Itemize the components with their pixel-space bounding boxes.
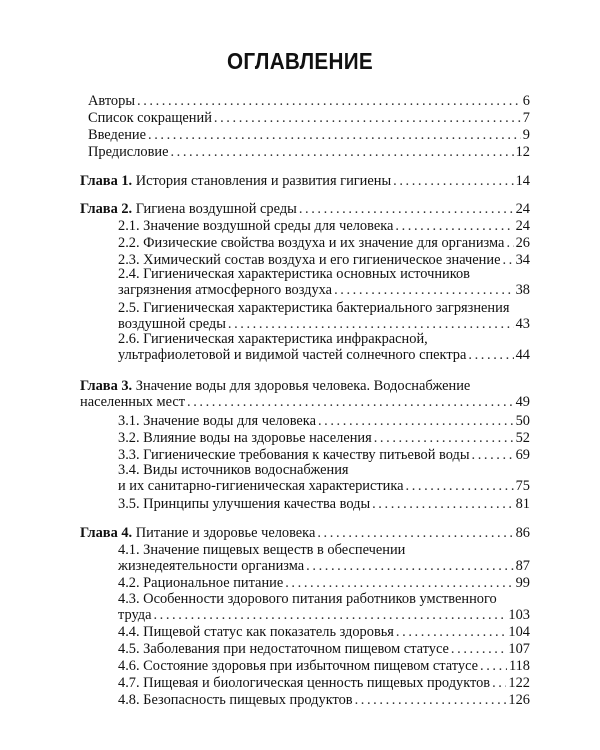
leader-dots [355,692,507,708]
toc-entry-text: 2.6. Гигиеническая характеристика инфракрасной, [118,331,428,347]
toc-section-3-3[interactable] [118,447,530,463]
toc-page-number: 104 [508,624,530,640]
toc-section-4-8[interactable] [118,692,530,708]
leader-dots [468,347,513,363]
leader-dots [393,173,513,189]
toc-page-number: 103 [508,607,530,623]
toc-entry-text-cont: труда [118,607,152,623]
toc-section-4-1[interactable] [118,542,530,574]
leader-dots [170,144,513,160]
leader-dots [137,93,521,109]
toc-entry-text: 3.5. Принципы улучшения качества воды [118,496,371,512]
toc-entry-text-cont: загрязнения атмосферного воздуха [118,282,333,298]
leader-dots [472,447,514,463]
toc-section-2-5[interactable] [118,300,530,332]
leader-dots [506,235,513,251]
leader-dots [374,430,514,446]
toc-page-number: 107 [508,641,530,657]
leader-dots [306,558,513,574]
toc-page-number: 126 [508,692,530,708]
toc-entry-text: 4.6. Состояние здоровья при избыточном пищевом статусе [118,658,479,674]
toc-chapter-2[interactable] [80,201,530,217]
toc-entry-text: 4.1. Значение пищевых веществ в обеспечении [118,542,406,558]
toc-entry-text: 4.8. Безопасность пищевых продуктов [118,692,353,708]
toc-entry-text: 4.3. Особенности здорового питания работников умственного [118,591,497,607]
toc-page-number: 118 [508,658,530,674]
leader-dots [318,413,514,429]
chapter-label: Глава 1. [80,173,133,189]
toc-page-number: 43 [515,316,530,332]
toc-page-number: 26 [515,235,530,251]
leader-dots [153,607,506,623]
toc-section-4-2[interactable] [118,575,530,591]
leader-dots [492,675,506,691]
toc-page-number: 99 [515,575,530,591]
leader-dots [334,282,514,298]
toc-section-3-2[interactable] [118,430,530,446]
leader-dots [148,127,521,143]
toc-section-2-2[interactable] [118,235,530,251]
toc-page-number: 14 [515,173,530,189]
toc-page-number: 34 [515,252,530,268]
toc-section-4-6[interactable] [118,658,530,674]
toc-entry-text: 3.2. Влияние воды на здоровье населения [118,430,372,446]
toc-entry-text-cont: и их санитарно-гигиеническая характеристика [118,478,404,494]
toc-entry-text-cont: населенных мест [80,394,185,410]
leader-dots [480,658,507,674]
toc-page-number: 50 [515,413,530,429]
toc-section-4-7[interactable] [118,675,530,691]
toc-entry-text-cont: ультрафиолетовой и видимой частей солнечного спектра [118,347,467,363]
toc-page-number: 81 [515,496,530,512]
toc-entry-text: 4.2. Рациональное питание [118,575,284,591]
toc-entry-text: Значение воды для здоровья человека. Водоснабжение [135,378,471,394]
toc-section-4-3[interactable] [118,591,530,623]
toc-section-4-4[interactable] [118,624,530,640]
toc-section-2-1[interactable] [118,218,530,234]
toc-section-2-4[interactable] [118,266,530,298]
toc-entry-text: Авторы [88,93,135,109]
chapter-label: Глава 2. [80,201,133,217]
leader-dots [406,478,514,494]
toc-entry-preface[interactable] [88,144,530,160]
leader-dots [451,641,506,657]
toc-entry-introduction[interactable] [88,127,530,143]
leader-dots [372,496,514,512]
toc-page-number: 86 [515,525,530,541]
leader-dots [396,624,506,640]
leader-dots [395,218,513,234]
toc-entry-text: 3.1. Значение воды для человека [118,413,316,429]
toc-entry-text: Гигиена воздушной среды [135,201,297,217]
toc-entry-authors[interactable] [88,93,530,109]
toc-page-number: 38 [515,282,530,298]
leader-dots [285,575,513,591]
toc-entry-text: 2.4. Гигиеническая характеристика основных источников [118,266,470,282]
toc-entry-text-cont: воздушной среды [118,316,226,332]
toc-entry-text: Список сокращений [88,110,212,126]
toc-section-4-5[interactable] [118,641,530,657]
chapter-label: Глава 4. [80,525,133,541]
toc-entry-text: 2.5. Гигиеническая характеристика бактериального загрязнения [118,300,510,316]
leader-dots [214,110,521,126]
toc-entry-text: 3.3. Гигиенические требования к качеству питьевой воды [118,447,470,463]
leader-dots [228,316,514,332]
toc-entry-text: 2.2. Физические свойства воздуха и их значение для организма [118,235,505,251]
toc-page-number: 87 [515,558,530,574]
toc-page-number: 75 [515,478,530,494]
toc-entry-text: История становления и развития гигиены [135,173,392,189]
toc-entry-text: 3.4. Виды источников водоснабжения [118,462,349,478]
toc-page-number: 9 [522,127,530,143]
toc-page-number: 49 [515,394,530,410]
leader-dots [187,394,514,410]
toc-entry-text: 4.7. Пищевая и биологическая ценность пищевых продуктов [118,675,491,691]
toc-page-number: 24 [515,201,530,217]
leader-dots [317,525,513,541]
toc-page-number: 7 [522,110,530,126]
page-title: ОГЛАВЛЕНИЕ [227,48,373,74]
toc-entry-text: 2.1. Значение воздушной среды для человека [118,218,394,234]
toc-entry-text: 2.3. Химический состав воздуха и его гигиеническое значение [118,252,501,268]
toc-chapter-3[interactable] [80,378,530,410]
toc-section-3-5[interactable] [118,496,530,512]
toc-entry-text: Предисловие [88,144,169,160]
toc-page-number: 69 [515,447,530,463]
chapter-label: Глава 3. [80,378,133,394]
toc-page-number: 24 [515,218,530,234]
toc-section-2-6[interactable] [118,331,530,363]
toc-entry-text: Введение [88,127,147,143]
toc-page-number: 44 [515,347,530,363]
toc-section-3-1[interactable] [118,413,530,429]
toc-page-number: 52 [515,430,530,446]
toc-page-number: 122 [508,675,530,691]
toc-chapter-1[interactable] [80,173,530,189]
toc-entry-text: Питание и здоровье человека [135,525,316,541]
toc-entry-text-cont: жизнедеятельности организма [118,558,305,574]
leader-dots [299,201,514,217]
toc-entry-abbreviations[interactable] [88,110,530,126]
toc-section-3-4[interactable] [118,462,530,494]
toc-page-number: 6 [522,93,530,109]
toc-page-number: 12 [515,144,530,160]
toc-chapter-4[interactable] [80,525,530,541]
toc-entry-text: 4.5. Заболевания при недостаточном пищевом статусе [118,641,449,657]
toc-entry-text: 4.4. Пищевой статус как показатель здоровья [118,624,394,640]
